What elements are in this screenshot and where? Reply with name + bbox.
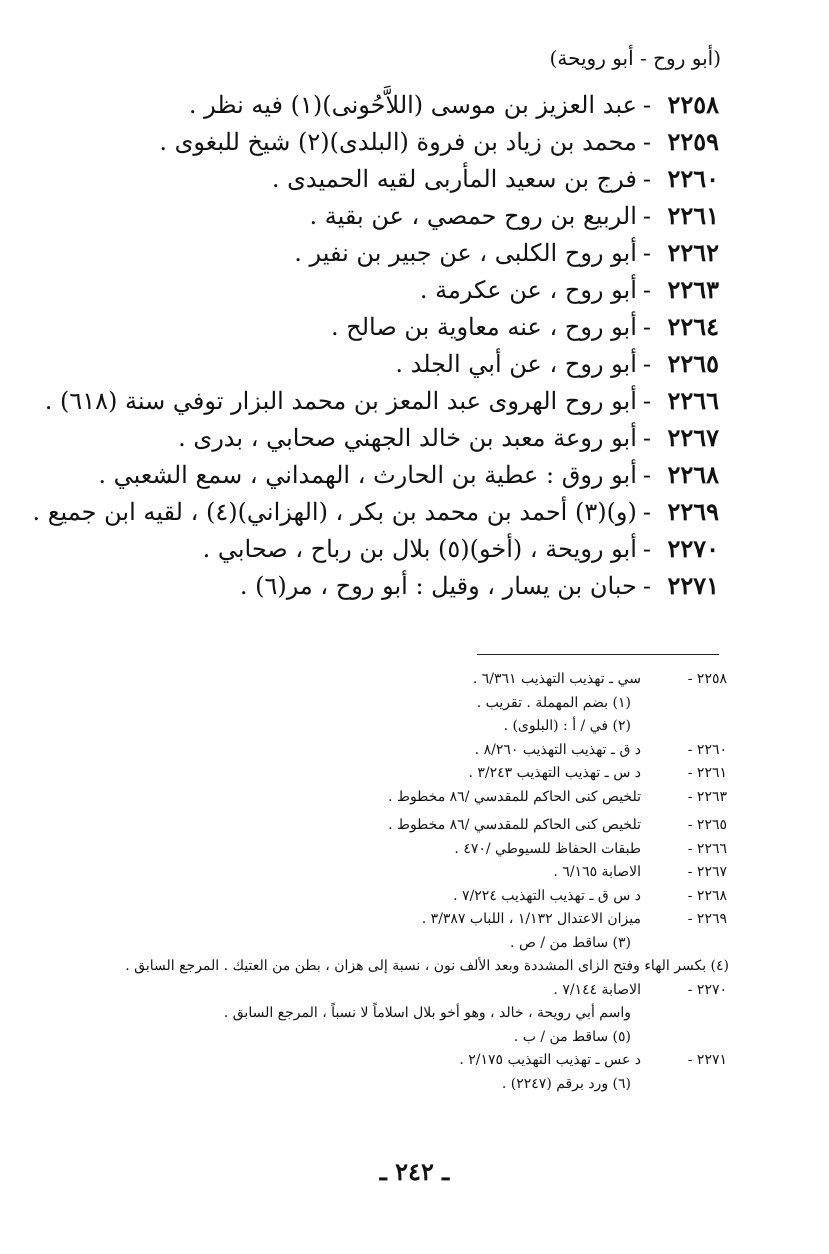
footnote-entry-number: ٢٢٦٧ - xyxy=(687,864,727,880)
entry-text: حبان بن يسار ، وقيل : أبو روح ، مر(٦) . xyxy=(239,572,637,600)
entry-dash: - xyxy=(642,387,651,415)
footnote xyxy=(0,838,829,862)
footnote-text: د س ـ تهذيب التهذيب ٣/٢٤٣ . xyxy=(468,765,641,781)
footnote xyxy=(0,955,829,979)
entry-dash: - xyxy=(642,424,651,452)
entry-number: ٢٢٧١ xyxy=(667,571,719,600)
entry-dash: - xyxy=(642,313,651,341)
entry-text: (و)(٣) أحمد بن محمد بن بكر ، (الهزاني)(٤) ، لقيه ابن جميع . xyxy=(32,498,637,526)
entry-number: ٢٢٥٨ xyxy=(667,90,719,119)
entry-number: ٢٢٦٤ xyxy=(667,312,719,341)
entry-dash: - xyxy=(642,535,651,563)
footnote xyxy=(0,814,829,838)
entry-text: الربيع بن روح حمصي ، عن بقية . xyxy=(309,202,637,230)
entry xyxy=(79,456,719,493)
footnote xyxy=(0,786,829,810)
footnote-entry-number: ٢٢٦٩ - xyxy=(687,911,727,927)
footnote-text: (٥) ساقط من / ب . xyxy=(513,1028,631,1045)
footnote-entry-number: ٢٢٧١ - xyxy=(687,1052,727,1068)
footnote xyxy=(0,932,829,956)
entry-dash: - xyxy=(642,239,651,267)
entry-number: ٢٢٦٥ xyxy=(667,349,719,378)
footnote xyxy=(0,885,829,909)
footnote-text: سي ـ تهذيب التهذيب ٦/٣٦١ . xyxy=(472,671,641,687)
entry-dash: - xyxy=(642,202,651,230)
entry-number: ٢٢٥٩ xyxy=(667,127,719,156)
entry-text: عبد العزيز بن موسى (اللاَّحُونى)(١) فيه نظر . xyxy=(188,91,637,119)
footnote xyxy=(0,692,829,716)
entry xyxy=(79,197,719,234)
entry xyxy=(79,123,719,160)
entry-dash: - xyxy=(642,165,651,193)
entry-number: ٢٢٦١ xyxy=(667,201,719,230)
footnote xyxy=(0,1002,829,1026)
entry xyxy=(79,567,719,604)
footnote xyxy=(0,739,829,763)
entry xyxy=(79,234,719,271)
footnote-text: طبقات الحفاظ للسيوطي /٤٧٠ . xyxy=(454,840,641,857)
entry-dash: - xyxy=(642,91,651,119)
entry xyxy=(79,419,719,456)
entry xyxy=(44,382,719,419)
entry-dash: - xyxy=(642,128,651,156)
page-number: ـ ٢٤٢ ـ xyxy=(379,1157,450,1186)
footnote xyxy=(0,1049,829,1073)
footnote-text: (١) بضم المهملة . تقريب . xyxy=(476,694,631,711)
footnote xyxy=(0,908,829,932)
footnote xyxy=(0,668,829,692)
footnote-entry-number: ٢٢٥٨ - xyxy=(687,671,727,687)
footnote-separator xyxy=(477,654,719,655)
entry-number: ٢٢٧٠ xyxy=(667,534,719,563)
entry xyxy=(32,493,719,530)
entry-dash: - xyxy=(642,498,651,526)
footnote-entry-number: ٢٢٦٠ - xyxy=(687,741,727,758)
entry-number: ٢٢٦٣ xyxy=(667,275,719,304)
footnote-text: د ق ـ تهذيب التهذيب ٨/٢٦٠ . xyxy=(474,741,641,758)
entry-text: أبو روح الهروى عبد المعز بن محمد البزار توفي سنة (٦١٨) . xyxy=(44,387,637,415)
footnote-text: (٢) في / أ : (البلوى) . xyxy=(503,718,631,734)
footnote xyxy=(0,762,829,786)
entry xyxy=(79,308,719,345)
entry xyxy=(79,160,719,197)
entry-number: ٢٢٦٧ xyxy=(667,423,719,452)
footnotes-list xyxy=(0,668,829,1096)
entry-dash: - xyxy=(642,461,651,489)
footnote-text: الاصابة ٦/١٦٥ . xyxy=(553,864,641,880)
footnote-text: د س ق ـ تهذيب التهذيب ٧/٢٢٤ . xyxy=(453,887,641,904)
footnote xyxy=(0,715,829,739)
entry-text: أبو روح ، عن عكرمة . xyxy=(419,276,637,304)
entry-number: ٢٢٦٢ xyxy=(667,238,719,267)
entry xyxy=(79,345,719,382)
entry xyxy=(79,530,719,567)
entry-number: ٢٢٦٨ xyxy=(667,460,719,489)
footnote-text: تلخيص كنى الحاكم للمقدسي /٨٦ مخطوط . xyxy=(388,817,641,833)
footnote-text: ميزان الاعتدال ١/١٣٢ ، اللباب ٣/٣٨٧ . xyxy=(421,911,641,927)
footnote-text: واسم أبي رويحة ، خالد ، وهو أخو بلال اسلاماً لا نسباً ، المرجع السابق . xyxy=(223,1005,631,1021)
footnote-text: (٦) ورد برقم (٢٢٤٧) . xyxy=(501,1075,631,1092)
entry-dash: - xyxy=(642,572,651,600)
entry-number: ٢٢٦٩ xyxy=(667,497,719,526)
footnote-text: (٣) ساقط من / ص . xyxy=(510,934,631,951)
entry-text: أبو روق : عطية بن الحارث ، الهمداني ، سمع الشعبي . xyxy=(98,461,637,489)
entry-text: أبو روح الكلبى ، عن جبير بن نفير . xyxy=(294,239,637,267)
footnote-entry-number: ٢٢٦٣ - xyxy=(687,788,727,805)
footnote-entry-number: ٢٢٦٥ - xyxy=(687,817,727,833)
entry-text: أبو روعة معبد بن خالد الجهني صحابي ، بدرى . xyxy=(178,424,637,452)
entry-text: أبو روح ، عنه معاوية بن صالح . xyxy=(330,313,637,341)
entry-text: أبو رويحة ، (أخو)(٥) بلال بن رباح ، صحابي . xyxy=(202,535,637,563)
entry xyxy=(79,86,719,123)
entry-text: أبو روح ، عن أبي الجلد . xyxy=(395,350,637,378)
entry xyxy=(79,271,719,308)
footnote xyxy=(0,1026,829,1050)
entry-text: محمد بن زياد بن فروة (البلدى)(٢) شيخ للبغوى . xyxy=(159,128,637,156)
footnote-text: الاصابة ٧/١٤٤ . xyxy=(553,981,641,998)
footnote xyxy=(0,861,829,885)
footnote-text: د عس ـ تهذيب التهذيب ٢/١٧٥ . xyxy=(459,1052,641,1068)
entry-dash: - xyxy=(642,276,651,304)
footnote-entry-number: ٢٢٦٨ - xyxy=(687,887,727,904)
footnote xyxy=(0,979,829,1003)
footnote xyxy=(0,1073,829,1097)
entry-number: ٢٢٦٠ xyxy=(667,164,719,193)
footnote-entry-number: ٢٢٦٦ - xyxy=(687,840,727,857)
footnote-text: تلخيص كنى الحاكم للمقدسي /٨٦ مخطوط . xyxy=(388,788,641,805)
footnote-text: (٤) بكسر الهاء وفتح الزاى المشددة وبعد الألف نون ، نسبة إلى هزان ، بطن من العتيك . المرجع السابق . xyxy=(125,958,729,974)
entry-text: فرج بن سعيد المأربى لقيه الحميدى . xyxy=(271,165,637,193)
running-header: (أبو روح - أبو رويحة) xyxy=(549,46,721,70)
entries-list xyxy=(32,86,719,604)
footnote-entry-number: ٢٢٧٠ - xyxy=(687,981,727,998)
entry-number: ٢٢٦٦ xyxy=(667,386,719,415)
footnote-entry-number: ٢٢٦١ - xyxy=(687,765,727,781)
entry-dash: - xyxy=(642,350,651,378)
